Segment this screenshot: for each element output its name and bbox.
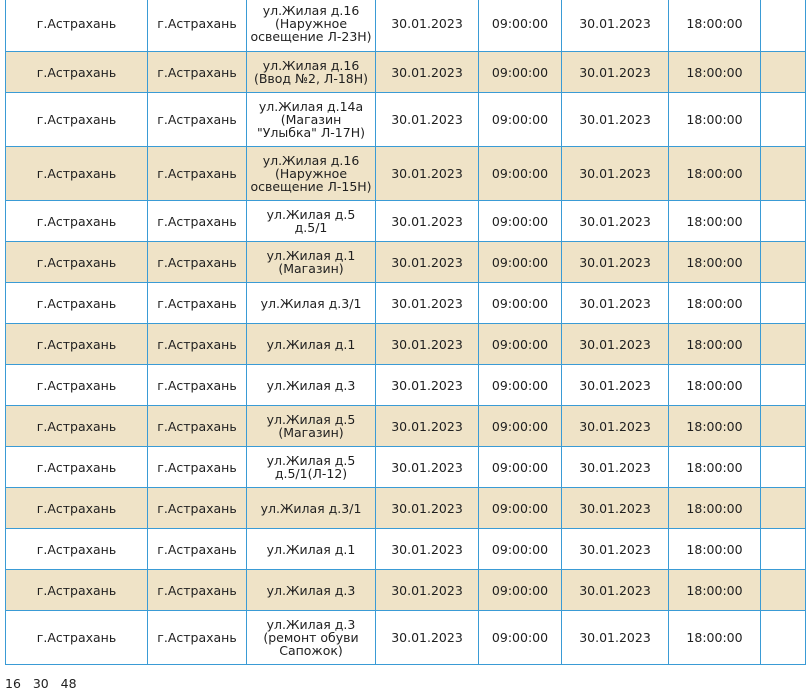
city-cell: г.Астрахань — [6, 529, 148, 570]
address-cell: ул.Жилая д.16 (Ввод №2, Л-18Н) — [247, 52, 376, 93]
locality-cell: г.Астрахань — [148, 365, 247, 406]
city-cell: г.Астрахань — [6, 324, 148, 365]
start-time-cell: 09:00:00 — [479, 447, 562, 488]
start-date-cell: 30.01.2023 — [376, 406, 479, 447]
overflow-cell — [761, 447, 806, 488]
locality-cell: г.Астрахань — [148, 447, 247, 488]
end-time-cell: 18:00:00 — [669, 611, 761, 665]
start-time-cell: 09:00:00 — [479, 242, 562, 283]
start-time-cell: 09:00:00 — [479, 406, 562, 447]
address-cell: ул.Жилая д.14а (Магазин "Улыбка" Л-17Н) — [247, 93, 376, 147]
end-time-cell: 18:00:00 — [669, 365, 761, 406]
end-time-cell: 18:00:00 — [669, 488, 761, 529]
address-cell: ул.Жилая д.3/1 — [247, 283, 376, 324]
start-time-cell: 09:00:00 — [479, 201, 562, 242]
end-time-cell: 18:00:00 — [669, 93, 761, 147]
end-date-cell: 30.01.2023 — [562, 365, 669, 406]
end-time-cell: 18:00:00 — [669, 147, 761, 201]
locality-cell: г.Астрахань — [148, 0, 247, 52]
end-time-cell: 18:00:00 — [669, 570, 761, 611]
end-time-cell: 18:00:00 — [669, 283, 761, 324]
overflow-cell — [761, 324, 806, 365]
address-cell: ул.Жилая д.3/1 — [247, 488, 376, 529]
start-date-cell: 30.01.2023 — [376, 365, 479, 406]
address-cell: ул.Жилая д.3 (ремонт обуви Сапожок) — [247, 611, 376, 665]
table-row — [6, 529, 806, 570]
start-time-cell: 09:00:00 — [479, 93, 562, 147]
end-date-cell: 30.01.2023 — [562, 0, 669, 52]
end-time-cell: 18:00:00 — [669, 447, 761, 488]
overflow-cell — [761, 0, 806, 52]
end-time-cell: 18:00:00 — [669, 324, 761, 365]
table-row — [6, 406, 806, 447]
overflow-cell — [761, 93, 806, 147]
start-date-cell: 30.01.2023 — [376, 447, 479, 488]
start-date-cell: 30.01.2023 — [376, 324, 479, 365]
end-date-cell: 30.01.2023 — [562, 242, 669, 283]
address-cell: ул.Жилая д.1 — [247, 324, 376, 365]
locality-cell: г.Астрахань — [148, 52, 247, 93]
end-time-cell: 18:00:00 — [669, 529, 761, 570]
city-cell: г.Астрахань — [6, 0, 148, 52]
start-date-cell: 30.01.2023 — [376, 611, 479, 665]
start-time-cell: 09:00:00 — [479, 365, 562, 406]
locality-cell: г.Астрахань — [148, 93, 247, 147]
start-date-cell: 30.01.2023 — [376, 283, 479, 324]
table-row — [6, 147, 806, 201]
start-time-cell: 09:00:00 — [479, 52, 562, 93]
end-time-cell: 18:00:00 — [669, 406, 761, 447]
city-cell: г.Астрахань — [6, 93, 148, 147]
start-date-cell: 30.01.2023 — [376, 201, 479, 242]
table-row — [6, 0, 806, 52]
end-date-cell: 30.01.2023 — [562, 52, 669, 93]
city-cell: г.Астрахань — [6, 447, 148, 488]
end-date-cell: 30.01.2023 — [562, 406, 669, 447]
locality-cell: г.Астрахань — [148, 201, 247, 242]
start-time-cell: 09:00:00 — [479, 529, 562, 570]
city-cell: г.Астрахань — [6, 147, 148, 201]
end-time-cell: 18:00:00 — [669, 52, 761, 93]
pagination[interactable]: 16 30 48 — [5, 676, 77, 691]
overflow-cell — [761, 283, 806, 324]
overflow-cell — [761, 52, 806, 93]
overflow-cell — [761, 406, 806, 447]
locality-cell: г.Астрахань — [148, 147, 247, 201]
table-row — [6, 201, 806, 242]
end-time-cell: 18:00:00 — [669, 201, 761, 242]
start-date-cell: 30.01.2023 — [376, 52, 479, 93]
overflow-cell — [761, 488, 806, 529]
end-date-cell: 30.01.2023 — [562, 570, 669, 611]
table-row — [6, 611, 806, 665]
table-row — [6, 365, 806, 406]
end-date-cell: 30.01.2023 — [562, 201, 669, 242]
address-cell: ул.Жилая д.16 (Наружное освещение Л-15Н) — [247, 147, 376, 201]
start-time-cell: 09:00:00 — [479, 488, 562, 529]
address-cell: ул.Жилая д.3 — [247, 365, 376, 406]
address-cell: ул.Жилая д.5 д.5/1(Л-12) — [247, 447, 376, 488]
city-cell: г.Астрахань — [6, 611, 148, 665]
city-cell: г.Астрахань — [6, 365, 148, 406]
locality-cell: г.Астрахань — [148, 324, 247, 365]
end-date-cell: 30.01.2023 — [562, 147, 669, 201]
table-row — [6, 324, 806, 365]
table-row — [6, 93, 806, 147]
address-cell: ул.Жилая д.1 — [247, 529, 376, 570]
overflow-cell — [761, 365, 806, 406]
table-row — [6, 242, 806, 283]
table-row — [6, 447, 806, 488]
locality-cell: г.Астрахань — [148, 242, 247, 283]
locality-cell: г.Астрахань — [148, 529, 247, 570]
city-cell: г.Астрахань — [6, 406, 148, 447]
end-date-cell: 30.01.2023 — [562, 324, 669, 365]
address-cell: ул.Жилая д.3 — [247, 570, 376, 611]
table-row — [6, 570, 806, 611]
end-date-cell: 30.01.2023 — [562, 283, 669, 324]
table-row — [6, 283, 806, 324]
address-cell: ул.Жилая д.1 (Магазин) — [247, 242, 376, 283]
city-cell: г.Астрахань — [6, 52, 148, 93]
overflow-cell — [761, 570, 806, 611]
overflow-cell — [761, 147, 806, 201]
end-time-cell: 18:00:00 — [669, 0, 761, 52]
start-date-cell: 30.01.2023 — [376, 147, 479, 201]
end-date-cell: 30.01.2023 — [562, 447, 669, 488]
locality-cell: г.Астрахань — [148, 488, 247, 529]
start-date-cell: 30.01.2023 — [376, 0, 479, 52]
start-time-cell: 09:00:00 — [479, 147, 562, 201]
end-date-cell: 30.01.2023 — [562, 529, 669, 570]
end-date-cell: 30.01.2023 — [562, 611, 669, 665]
start-date-cell: 30.01.2023 — [376, 529, 479, 570]
start-date-cell: 30.01.2023 — [376, 242, 479, 283]
locality-cell: г.Астрахань — [148, 406, 247, 447]
end-time-cell: 18:00:00 — [669, 242, 761, 283]
overflow-cell — [761, 201, 806, 242]
address-cell: ул.Жилая д.16 (Наружное освещение Л-23Н) — [247, 0, 376, 52]
start-date-cell: 30.01.2023 — [376, 488, 479, 529]
address-cell: ул.Жилая д.5 (Магазин) — [247, 406, 376, 447]
locality-cell: г.Астрахань — [148, 283, 247, 324]
locality-cell: г.Астрахань — [148, 611, 247, 665]
start-date-cell: 30.01.2023 — [376, 93, 479, 147]
city-cell: г.Астрахань — [6, 283, 148, 324]
table-row — [6, 488, 806, 529]
overflow-cell — [761, 242, 806, 283]
start-time-cell: 09:00:00 — [479, 283, 562, 324]
overflow-cell — [761, 529, 806, 570]
city-cell: г.Астрахань — [6, 570, 148, 611]
locality-cell: г.Астрахань — [148, 570, 247, 611]
end-date-cell: 30.01.2023 — [562, 488, 669, 529]
start-time-cell: 09:00:00 — [479, 570, 562, 611]
outage-table-body — [6, 0, 806, 665]
address-cell: ул.Жилая д.5 д.5/1 — [247, 201, 376, 242]
start-date-cell: 30.01.2023 — [376, 570, 479, 611]
start-time-cell: 09:00:00 — [479, 611, 562, 665]
city-cell: г.Астрахань — [6, 201, 148, 242]
city-cell: г.Астрахань — [6, 488, 148, 529]
city-cell: г.Астрахань — [6, 242, 148, 283]
start-time-cell: 09:00:00 — [479, 324, 562, 365]
outage-table — [5, 0, 806, 665]
overflow-cell — [761, 611, 806, 665]
start-time-cell: 09:00:00 — [479, 0, 562, 52]
table-row — [6, 52, 806, 93]
end-date-cell: 30.01.2023 — [562, 93, 669, 147]
